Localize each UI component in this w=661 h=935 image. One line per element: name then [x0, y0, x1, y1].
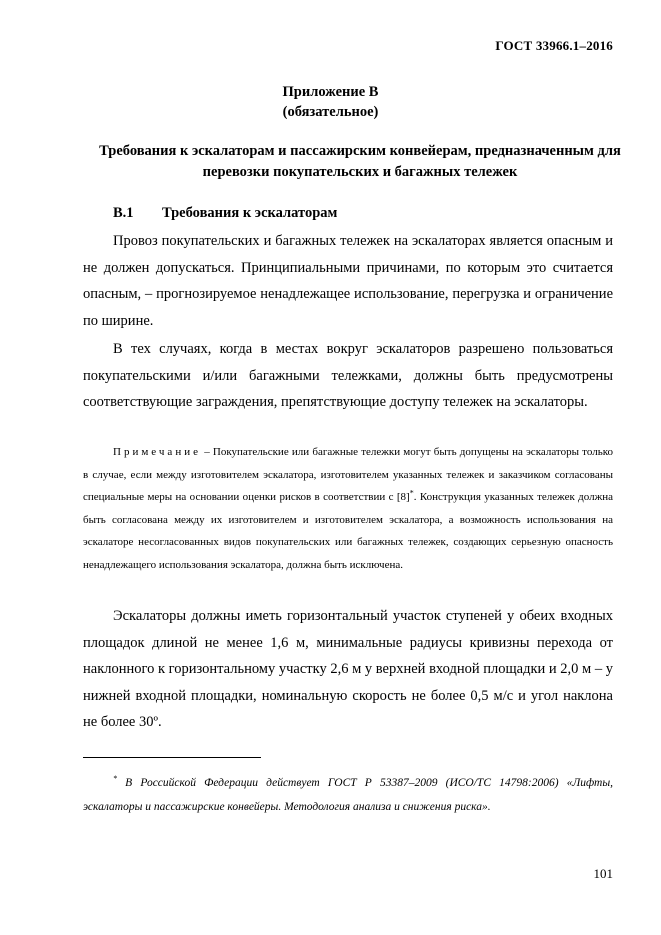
- appendix-title: Приложение В: [282, 84, 379, 100]
- footnote-mark: *: [113, 774, 117, 784]
- requirements-title: Требования к эскалаторам и пассажирским конвейерам, предназначенным для перевозки покупательских и багажных тележек: [99, 143, 621, 180]
- note-text-start: – Покупательские или багажные тележки могут быть допущены на эскалаторы только в случае, если между изготовителем эскалатора, изготовителем указанных тележек и заказчиком согласованы специальные меры на основании оценки рисков в соответствии с [8]: [83, 446, 613, 504]
- footnote-text: В Российской Федерации действует ГОСТ Р 53387–2009 (ИСО/ТС 14798:2006) «Лифты, эскалаторы и пассажирские конвейеры. Методология анализа и снижения риска».: [83, 777, 613, 813]
- section-title: Требования к эскалаторам: [162, 205, 338, 221]
- page-number: 101: [593, 866, 613, 881]
- section-heading: [113, 205, 337, 222]
- document-code: ГОСТ 33966.1–2016: [495, 38, 613, 53]
- footnote: [83, 771, 613, 819]
- appendix-status: (обязательное): [282, 104, 379, 120]
- paragraph-2: В тех случаях, когда в местах вокруг эскалаторов разрешено пользоваться покупательскими и/или багажными тележками, должны быть предусмотрены соответствующие заграждения, препятствующие доступу тележек на эскалаторы.: [83, 341, 613, 410]
- note-label: Примечание: [113, 446, 201, 458]
- section-number: В.1: [113, 205, 134, 221]
- paragraph-1: Провоз покупательских и багажных тележек на эскалаторах является опасным и не должен допускаться. Принципиальными причинами, по которым это считается опасным, – прогнозируемое ненадлежащее использование, перегрузка и ограничение по ширине.: [83, 233, 613, 329]
- note-footnote-ref: *: [409, 488, 414, 498]
- note-text-end: . Конструкция указанных тележек должна быть согласована между их изготовителем и изготовителем эскалатора, а возможность использования на эскалаторе несогласованных видов покупательских или багажных тележек, создающих серьезную опасность ненадлежащего использования эскалатора, должна быть исключена.: [83, 491, 613, 571]
- note-block: [83, 441, 613, 577]
- paragraph-3: Эскалаторы должны иметь горизонтальный участок ступеней у обеих входных площадок длиной не менее 1,6 м, минимальные радиусы кривизны перехода от наклонного к горизонтальному участку 2,6 м у верхней входной площадки и 2,0 м – у нижней входной площадки, номинальную скорость не более 0,5 м/с и угол наклона не более 30º.: [83, 608, 613, 730]
- footnote-separator: [83, 757, 261, 758]
